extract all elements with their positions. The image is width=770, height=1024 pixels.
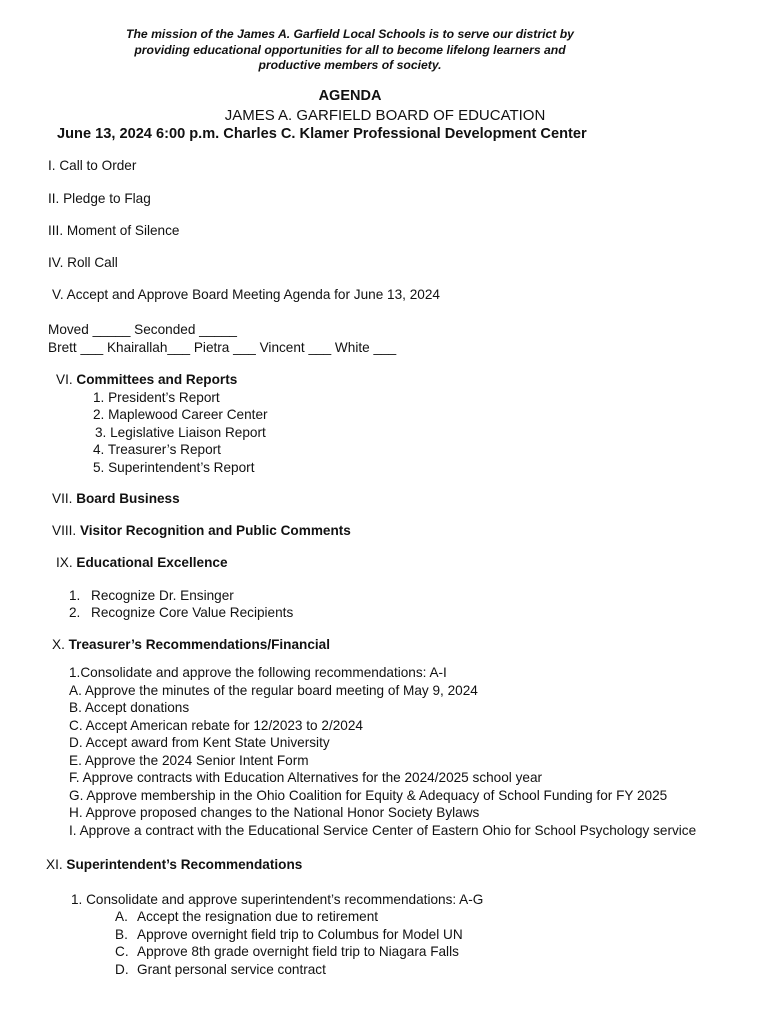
list-item: Grant personal service contract: [137, 962, 326, 977]
section-heading-visitor-recognition: [52, 522, 351, 539]
section-number: VI.: [56, 372, 77, 387]
list-item-number: D.: [115, 962, 129, 977]
section-number: XI.: [46, 857, 67, 872]
list-item: G. Approve membership in the Ohio Coalition for Equity & Adequacy of School Funding for FY 2025: [69, 788, 668, 803]
section-heading-committees: [56, 371, 237, 388]
list-item: I. Approve a contract with the Educational Service Center of Eastern Ohio for School Psychology service: [69, 823, 697, 838]
list-item: Recognize Dr. Ensinger: [91, 588, 234, 603]
list-item: 3. Legislative Liaison Report: [95, 425, 266, 440]
list-item-number: B.: [115, 927, 128, 942]
list-item-number: A.: [115, 909, 128, 924]
list-item-number: C.: [115, 944, 129, 959]
list-item: 2. Maplewood Career Center: [93, 407, 268, 422]
section-heading-board-business: [52, 490, 180, 507]
list-item: F. Approve contracts with Education Alternatives for the 2024/2025 school year: [69, 770, 543, 785]
list-item: Approve overnight field trip to Columbus for Model UN: [137, 927, 463, 942]
list-item: 1. President’s Report: [93, 390, 220, 405]
item-pledge: II. Pledge to Flag: [48, 191, 151, 206]
list-item: C. Accept American rebate for 12/2023 to 2/2024: [69, 718, 363, 733]
section-title: Board Business: [76, 491, 180, 506]
list-item: H. Approve proposed changes to the National Honor Society Bylaws: [69, 805, 480, 820]
list-item-number: 2.: [69, 605, 81, 620]
vote-roll: Brett ___ Khairallah___ Pietra ___ Vincent ___ White ___: [48, 340, 397, 355]
list-item: Approve 8th grade overnight field trip to Niagara Falls: [137, 944, 459, 959]
list-item: Recognize Core Value Recipients: [91, 605, 294, 620]
item-approve-agenda: V. Accept and Approve Board Meeting Agenda for June 13, 2024: [52, 287, 440, 302]
list-item-number: 1.: [69, 588, 81, 603]
list-item: A. Approve the minutes of the regular board meeting of May 9, 2024: [69, 683, 478, 698]
list-item: E. Approve the 2024 Senior Intent Form: [69, 753, 309, 768]
list-item: B. Accept donations: [69, 700, 190, 715]
item-roll-call: IV. Roll Call: [48, 255, 118, 270]
section-title: Superintendent’s Recommendations: [66, 857, 303, 872]
vote-moved-seconded: Moved _____ Seconded _____: [48, 322, 237, 337]
mission-line: The mission of the James A. Garfield Local Schools is to serve our district by: [126, 27, 574, 41]
list-item: Accept the resignation due to retirement: [137, 909, 379, 924]
section-number: IX.: [56, 555, 77, 570]
list-item: 5. Superintendent’s Report: [93, 460, 255, 475]
mission-line: providing educational opportunities for all to become lifelong learners and: [134, 42, 566, 57]
section-number: VII.: [52, 491, 77, 506]
section-heading-educational-excellence: [56, 554, 228, 571]
section-number: X.: [52, 637, 69, 652]
section-heading-treasurer: [52, 636, 330, 653]
list-item: 1.Consolidate and approve the following recommendations: A-I: [69, 665, 447, 680]
mission-statement: [100, 27, 600, 74]
item-moment-of-silence: III. Moment of Silence: [48, 223, 180, 238]
section-title: Treasurer’s Recommendations/Financial: [68, 637, 331, 652]
section-number: VIII.: [52, 523, 80, 538]
item-call-to-order: I. Call to Order: [48, 158, 137, 173]
section-title: Educational Excellence: [76, 555, 228, 570]
agenda-title: AGENDA: [318, 88, 382, 104]
list-item: D. Accept award from Kent State University: [69, 735, 330, 750]
section-heading-superintendent: [46, 856, 302, 873]
list-item: 4. Treasurer’s Report: [93, 442, 221, 457]
list-item: 1. Consolidate and approve superintendent’s recommendations: A-G: [71, 892, 484, 907]
board-title: JAMES A. GARFIELD BOARD OF EDUCATION: [224, 107, 546, 124]
mission-line: productive members of society.: [258, 58, 442, 72]
section-title: Committees and Reports: [76, 372, 238, 387]
meeting-info: June 13, 2024 6:00 p.m. Charles C. Klamer Professional Development Center: [57, 126, 587, 142]
section-title: Visitor Recognition and Public Comments: [79, 523, 351, 538]
